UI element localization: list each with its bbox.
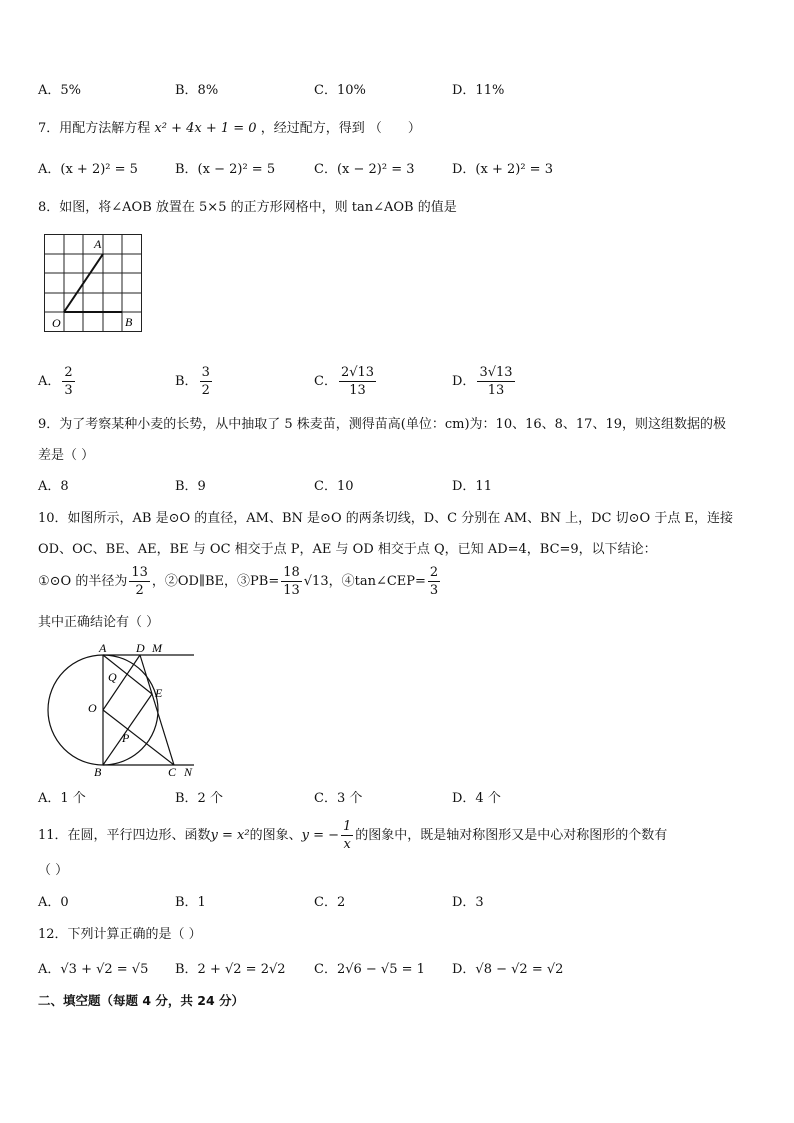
q10-label-o: O (88, 701, 97, 715)
q8-option-a: A． $\frac{2}{3}$ (38, 365, 73, 398)
q11-line1: 11．在圆，平行四边形、函数y = x²的图象、y = − $\frac{1}{x}$ 的图象中，既是轴对称图形又是中心对称图形的个数有 (38, 819, 668, 852)
q11-option-a: A．0 (38, 895, 69, 910)
q12-option-c: C．2√6 − √5 = 1 (314, 962, 425, 977)
q11-option-c: C．2 (314, 895, 346, 910)
q10-line1: 10．如图所示，AB 是⊙O 的直径，AM、BN 是⊙O 的两条切线，D、C 分别在 AM、BN 上，DC 切⊙O 于点 E，连接 (38, 511, 733, 526)
q7-stem-suffix: ，经过配方，得到 （ ） (260, 121, 421, 136)
q6-option-b: B．8% (175, 83, 219, 98)
q8-stem: 8．如图，将∠AOB 放置在 5×5 的正方形网格中，则 tan∠AOB 的值是 (38, 200, 457, 215)
q9-option-b: B．9 (175, 479, 206, 494)
q12-option-a: A．√3 + √2 = √5 (38, 962, 149, 977)
q8-label-b: B (125, 315, 133, 329)
q10-segment-be (103, 694, 152, 765)
q9-line1: 9．为了考察某种小麦的长势，从中抽取了 5 株麦苗，测得苗高(单位：cm)为：10、16、8、17、19，则这组数据的极 (38, 417, 726, 432)
q8-grid-figure (44, 234, 144, 334)
q6-option-c: C．10% (314, 83, 366, 98)
q10-label-b: B (94, 765, 102, 779)
q10-option-a: A．1 个 (38, 791, 86, 806)
q9-option-a: A．8 (38, 479, 69, 494)
q10-label-p: P (122, 731, 130, 745)
q10-segment-oc (103, 710, 174, 765)
q8-option-d: D． $\frac{3√13}{13}$ (452, 365, 513, 398)
q11-option-d: D．3 (452, 895, 484, 910)
q10-line4: 其中正确结论有（ ） (38, 615, 160, 630)
q8-option-b: B． $\frac{3}{2}$ (175, 365, 210, 398)
q10-circle-figure (44, 640, 204, 782)
q7-stem (38, 119, 421, 139)
q6-option-a: A．5% (38, 83, 82, 98)
q8-label-o: O (52, 316, 61, 330)
q7-option-d: D．(x + 2)² = 3 (452, 162, 553, 177)
q7-option-c: C．(x − 2)² = 3 (314, 162, 415, 177)
q12-option-d: D．√8 − √2 = √2 (452, 962, 564, 977)
q8-label-a: A (94, 237, 102, 251)
q10-option-b: B．2 个 (175, 791, 223, 806)
q9-option-c: C．10 (314, 479, 354, 494)
q7-stem-prefix: 7．用配方法解方程 (38, 121, 151, 136)
q10-label-m: M (152, 641, 162, 655)
q7-equation: x² + 4x + 1 = 0 (154, 121, 257, 136)
q10-option-d: D．4 个 (452, 791, 501, 806)
q11-option-b: B．1 (175, 895, 206, 910)
q7-option-a: A．(x + 2)² = 5 (38, 162, 138, 177)
q12-option-b: B．2 + √2 = 2√2 (175, 962, 286, 977)
q6-option-d: D．11% (452, 83, 505, 98)
q12-stem: 12．下列计算正确的是（ ） (38, 927, 202, 942)
q10-conclusions: ①⊙O 的半径为 $\frac{13}{2}$ ，②OD∥BE，③PB= $\frac{18}{13}$ √13，④tan∠CEP= $\frac{2}{3}$ (38, 565, 439, 598)
q10-label-a: A (99, 641, 107, 655)
q10-label-c: C (168, 765, 177, 779)
q10-label-n: N (184, 765, 193, 779)
section-heading-fill-in: 二、填空题（每题 4 分，共 24 分） (38, 993, 245, 1008)
q10-segment-dc (140, 655, 174, 765)
q10-label-d: D (136, 641, 145, 655)
q10-line2: OD、OC、BE、AE，BE 与 OC 相交于点 P，AE 与 OD 相交于点 Q，已知 AD=4，BC=9，以下结论： (38, 542, 657, 557)
q7-option-b: B．(x − 2)² = 5 (175, 162, 276, 177)
q10-label-e: E (155, 686, 163, 700)
q8-option-c: C． $\frac{2√13}{13}$ (314, 365, 375, 398)
q9-line2: 差是（ ） (38, 448, 95, 463)
q9-option-d: D．11 (452, 479, 492, 494)
q10-option-c: C．3 个 (314, 791, 363, 806)
q10-label-q: Q (108, 670, 117, 684)
q11-line2: （ ） (38, 863, 69, 878)
